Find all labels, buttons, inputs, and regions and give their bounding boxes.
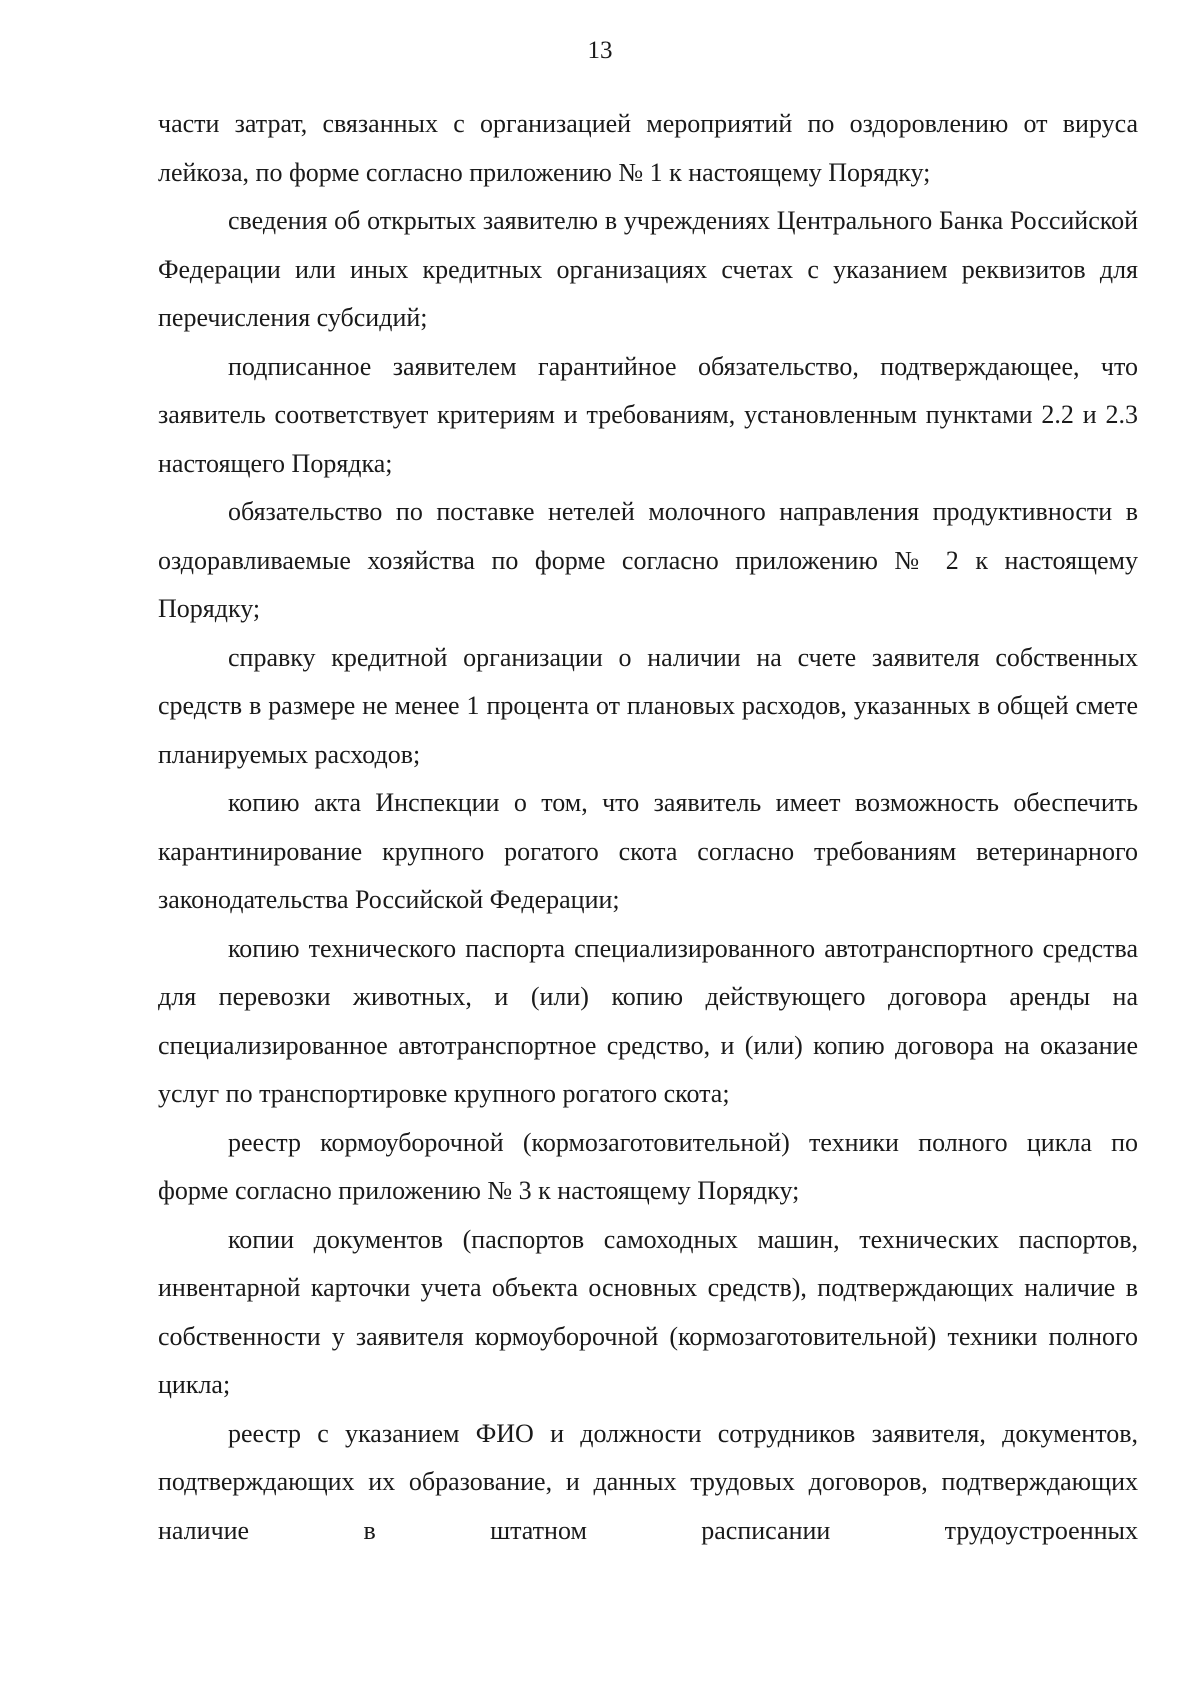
paragraph: копии документов (паспортов самоходных машин, технических паспортов, инвентарной карточки учета объекта основных средств), подтверждающих наличие в собственности у заявителя кормоуборочной (кормозаготовительной) техники полного цикла; xyxy=(158,1224,1138,1399)
paragraph: копию технического паспорта специализированного автотранспортного средства для перевозки животных, и (или) копию действующего договора аренды на специализированное автотранспортное средство, и (или) копию договора на оказание услуг по транспортировке крупного рогатого скота; xyxy=(158,933,1138,1108)
paragraph: обязательство по поставке нетелей молочного направления продуктивности в оздоравливаемые хозяйства по форме согласно приложению № 2 к настоящему Порядку; xyxy=(158,497,1138,623)
document-body xyxy=(158,100,1138,1555)
page-number: 13 xyxy=(587,37,613,64)
paragraph: подписанное заявителем гарантийное обязательство, подтверждающее, что заявитель соответствует критериям и требованиям, установленным пунктами 2.2 и 2.3 настоящего Порядка; xyxy=(158,351,1138,478)
paragraph-continued: части затрат, связанных с организацией мероприятий по оздоровлению от вируса лейкоза, по форме согласно приложению № 1 к настоящему Порядку; xyxy=(158,109,1138,187)
paragraph-truncated: реестр с указанием ФИО и должности сотрудников заявителя, документов, подтверждающих их образование, и данных трудовых договоров, подтверждающих наличие в штатном расписании трудоустроенных xyxy=(158,1418,1138,1545)
paragraph: копию акта Инспекции о том, что заявитель имеет возможность обеспечить карантинирование крупного рогатого скота согласно требованиям ветеринарного законодательства Российской Федерации; xyxy=(158,788,1138,914)
paragraph: сведения об открытых заявителю в учреждениях Центрального Банка Российской Федерации или иных кредитных организациях счетах с указанием реквизитов для перечисления субсидий; xyxy=(158,206,1138,332)
paragraph: реестр кормоуборочной (кормозаготовительной) техники полного цикла по форме согласно приложению № 3 к настоящему Порядку; xyxy=(158,1127,1138,1205)
paragraph: справку кредитной организации о наличии на счете заявителя собственных средств в размере не менее 1 процента от плановых расходов, указанных в общей смете планируемых расходов; xyxy=(158,642,1138,769)
